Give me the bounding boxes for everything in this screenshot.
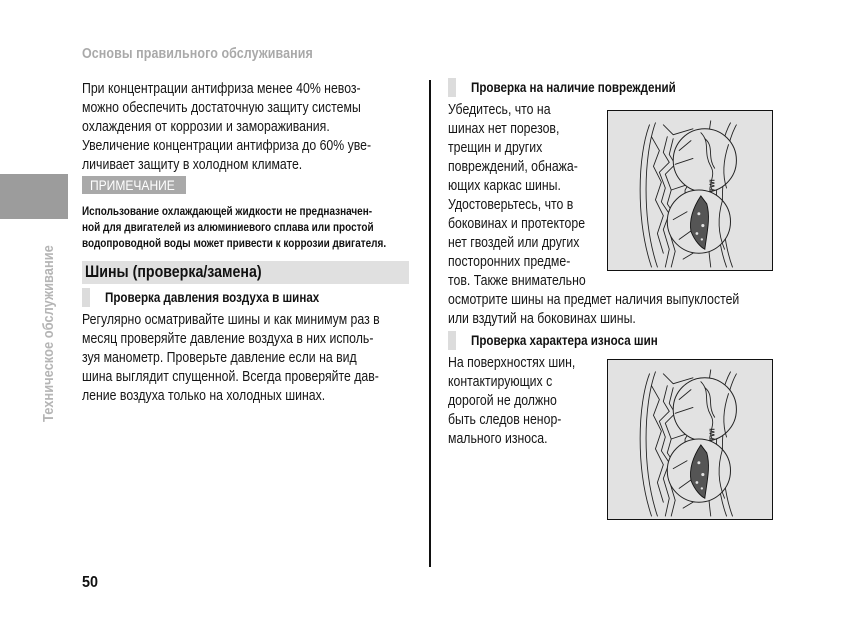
page-number: 50 (82, 574, 99, 591)
text-line: охлаждения от коррозии и замораживания. (82, 119, 330, 135)
text-line: Убедитесь, что на (448, 102, 551, 118)
tire-damage-figure (607, 110, 773, 271)
text-line: тов. Также внимательно (448, 273, 586, 289)
text-line: На поверхностях шин, (448, 355, 576, 371)
chapter-tab (0, 174, 68, 219)
text-line: контактирующих с (448, 374, 553, 390)
subheading-damage: Проверка на наличие повреждений (448, 78, 768, 97)
wear-paragraph (448, 354, 596, 449)
note-body (82, 204, 436, 253)
svg-text:TWI: TWI (709, 428, 717, 441)
text-line: Использование охлаждающей жидкости не предназначен- (82, 205, 373, 218)
text-line: зуя манометр. Проверьте давление если на вид (82, 350, 357, 366)
tire-illustration-icon (608, 360, 772, 519)
subheading-pressure: Проверка давления воздуха в шинах (82, 288, 402, 307)
text-line: личивает защиту в холодном климате. (82, 157, 303, 173)
tire-illustration-icon (608, 111, 772, 270)
text-line: дорогой не должно (448, 393, 557, 409)
tire-wear-figure (607, 359, 773, 520)
pressure-paragraph (82, 311, 428, 406)
note-label: ПРИМЕЧАНИЕ (82, 176, 186, 194)
text-line: водопроводной воды может привести к коррозии двигателя. (82, 237, 387, 251)
column-divider (429, 80, 431, 567)
text-line: ление воздуха только на холодных шинах. (82, 388, 326, 404)
heading-bar (448, 78, 456, 97)
chapter-label: Техническое обслуживание (40, 245, 57, 422)
subheading-wear: Проверка характера износа шин (448, 331, 768, 350)
running-head: Основы правильного обслуживания (82, 46, 313, 62)
text-line: месяц проверяйте давление воздуха в них исполь- (82, 331, 374, 347)
heading-bar (82, 288, 90, 307)
text-line: боковинах и протекторе (448, 216, 586, 232)
svg-text:TWI: TWI (709, 179, 717, 192)
section-heading-tires: Шины (проверка/замена) (82, 261, 409, 284)
intro-paragraph (82, 80, 418, 175)
text-line: ной для двигателей из алюминиевого сплава или простой (82, 221, 374, 235)
text-line: осмотрите шины на предмет наличия выпуклостей (448, 292, 740, 308)
text-line: шина выглядит спущенной. Всегда проверяйте дав- (82, 369, 379, 385)
text-line: ющих каркас шины. (448, 178, 561, 194)
text-line: Удостоверьтесь, что в (448, 197, 574, 213)
text-line: повреждений, обнажа- (448, 159, 578, 175)
text-line: шинах нет порезов, (448, 121, 560, 137)
text-line: мального износа. (448, 431, 548, 447)
text-line: или вздутий на боковинах шины. (448, 311, 636, 327)
text-line: нет гвоздей или других (448, 235, 580, 251)
heading-bar (448, 331, 456, 350)
text-line: быть следов ненор- (448, 412, 562, 428)
text-line: При концентрации антифриза менее 40% невоз- (82, 81, 361, 97)
text-line: Регулярно осматривайте шины и как минимум раз в (82, 312, 380, 328)
text-line: трещин и других (448, 140, 543, 156)
text-line: можно обеспечить достаточную защиту системы (82, 100, 361, 116)
text-line: Увеличение концентрации антифриза до 60% уве- (82, 138, 372, 154)
text-line: посторонних предме- (448, 254, 571, 270)
